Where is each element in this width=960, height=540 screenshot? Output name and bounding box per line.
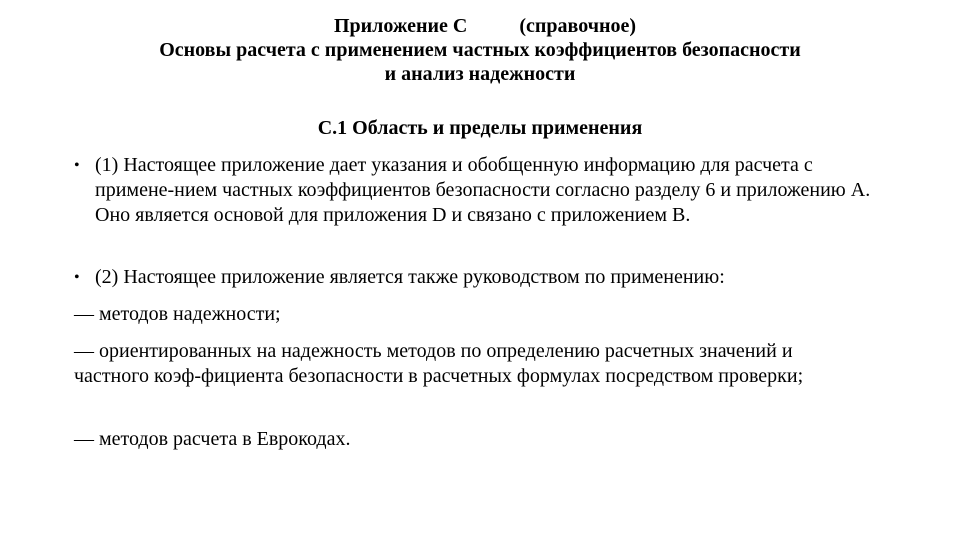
appendix-title-line2: Основы расчета с применением частных коэффициентов безопасности [159,39,801,61]
list-item-design-values: — ориентированных на надежность методов по определению расчетных значений и частного коэф-фициента безопасности в расчетных формулах посредством проверки; [74,340,804,387]
bullet-icon: • [74,269,80,286]
appendix-label: Приложение C [333,15,468,37]
appendix-type: (справочное) [519,15,637,37]
appendix-title-line3: и анализ надежности [384,63,576,85]
paragraph-1-text: (1) Настоящее приложение дает указания и обобщенную информацию для расчета с примене-нием частных коэффициентов безопасности согласно разделу 6 и приложению A. Оно является основой для приложения D и связано с приложением B. [95,154,871,226]
header-first-line [0,14,960,38]
list-item-reliability-methods: — методов надежности; [74,303,281,325]
appendix-header [0,14,960,86]
bullet-icon: • [74,157,80,174]
paragraph-2 [72,265,872,290]
section-title: C.1 Область и пределы применения [317,117,643,139]
list-item-eurocode-methods: — методов расчета в Еврокодах. [74,428,351,450]
paragraph-2-text: (2) Настоящее приложение является также руководством по применению: [95,266,725,288]
paragraph-1 [72,153,872,228]
